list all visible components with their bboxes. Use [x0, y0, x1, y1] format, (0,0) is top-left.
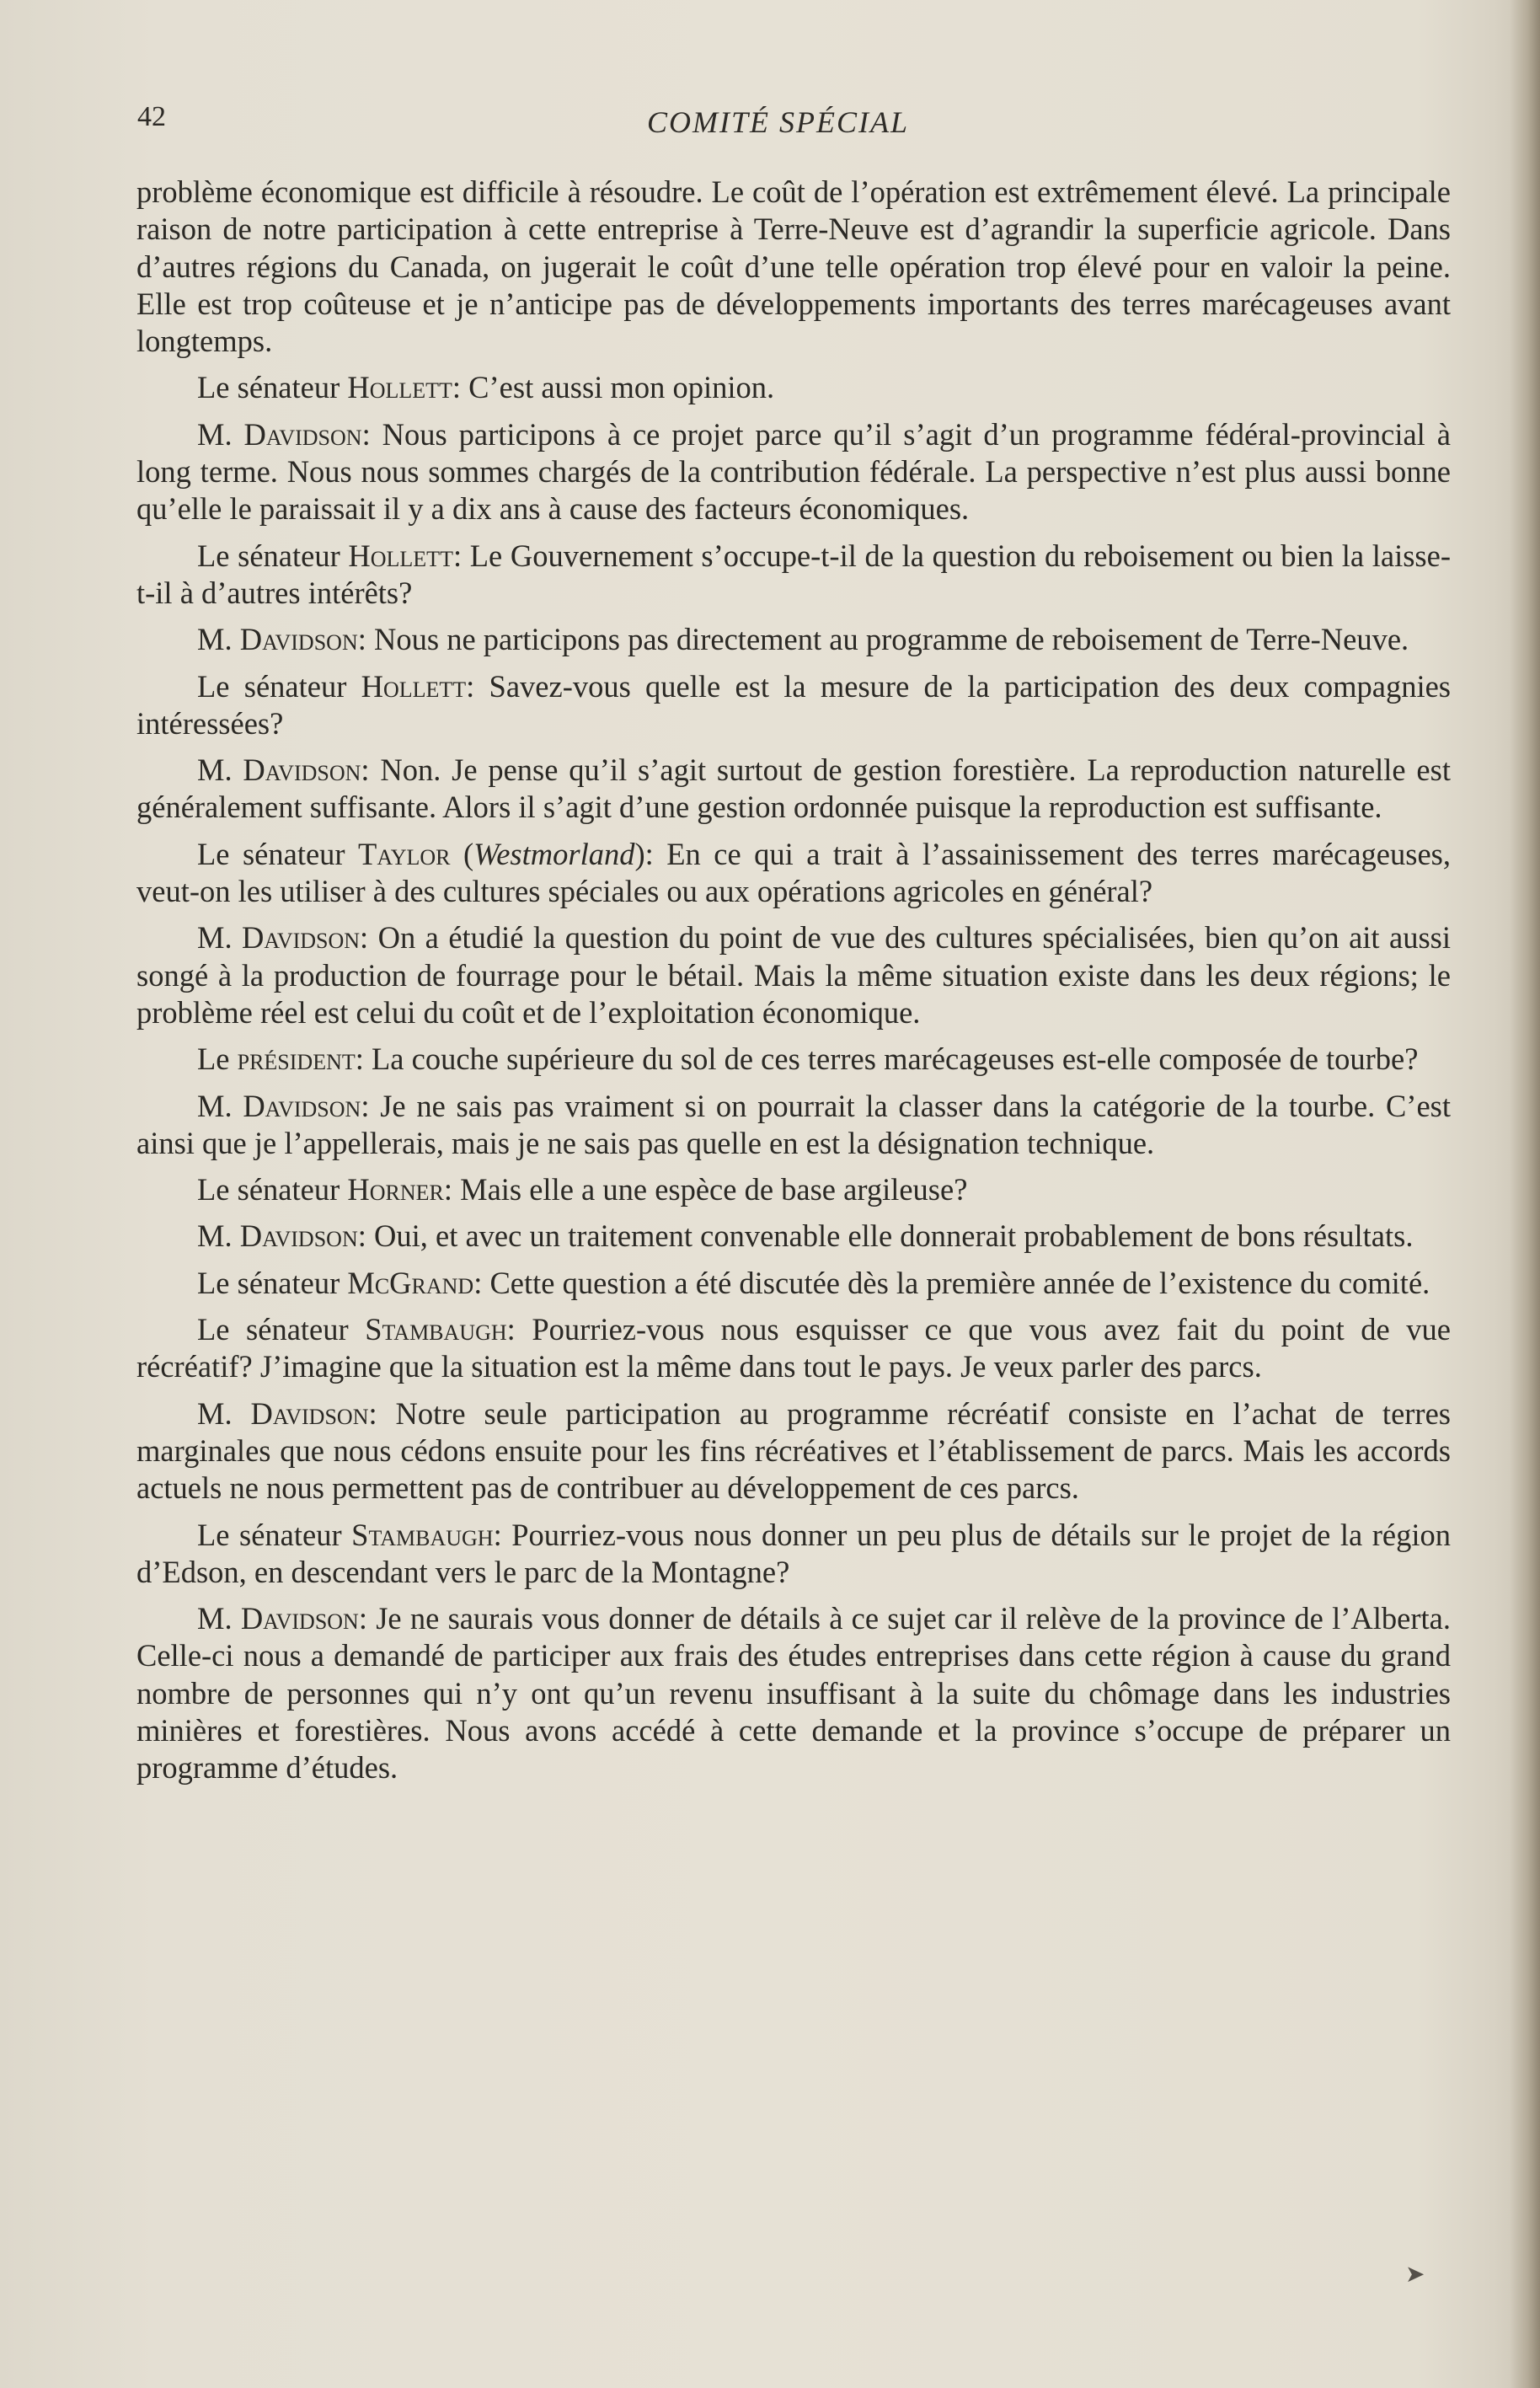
- speaker-prefix: M.: [197, 1218, 240, 1254]
- paragraph-text: : Je ne sais pas vraiment si on pourrait la classer dans la catégorie de la tourbe. C’est ainsi que je l’appellerais, mais je ne sais pas quelle en est la désignation technique.: [136, 1088, 1451, 1160]
- paragraph-text: : Notre seule participation au programme récréatif consiste en l’achat de terres marginales que nous cédons ensuite pour les fins récréatives et l’établissement de parcs. Mais les accords actuels ne nous permettent pas de contribuer au développement de ces parcs.: [136, 1395, 1451, 1506]
- paragraph: [136, 1218, 1451, 1255]
- speaker-name: Davidson: [243, 1088, 361, 1123]
- speaker-name: président: [237, 1041, 356, 1077]
- speaker-qualifier: Westmorland: [473, 836, 635, 871]
- speaker-prefix: M.: [197, 1601, 241, 1636]
- paragraph: [136, 1171, 1451, 1208]
- speaker-prefix: Le: [197, 1041, 238, 1077]
- paragraph: [136, 752, 1451, 827]
- speaker-prefix: Le sénateur: [197, 1172, 348, 1207]
- speaker-prefix: Le sénateur: [197, 1312, 366, 1347]
- speaker-prefix: M.: [197, 622, 240, 657]
- paragraph-text: : Oui, et avec un traitement convenable elle donnerait probablement de bons résultats.: [357, 1218, 1414, 1254]
- speaker-name: Davidson: [239, 1218, 358, 1254]
- speaker-prefix: M.: [197, 1088, 243, 1123]
- speaker-name: Davidson: [239, 622, 358, 657]
- speaker-name: Davidson: [250, 1395, 369, 1431]
- paragraph: Le sénateur Taylor (Westmorland): En ce qui a trait à l’assainissement des terres marécageuses, veut-on les utiliser à des cultures spéciales ou aux opérations agricoles en général?: [136, 836, 1451, 909]
- paragraph: [136, 416, 1451, 528]
- paragraph-text: : Nous ne participons pas directement au programme de reboisement de Terre-Neuve.: [357, 622, 1409, 657]
- paragraph-text: : Cette question a été discutée dès la première année de l’existence du comité.: [473, 1265, 1430, 1300]
- speaker-prefix: Le sénateur: [197, 370, 348, 405]
- paragraph-text: : Je ne saurais vous donner de détails à ce sujet car il relève de la province de l’Alberta. Celle-ci nous a demandé de participer aux frais des études entreprises dans cette région à cause du grand nombre de personnes qui n’y ont qu’un revenu insuffisant à la suite du chômage dans les industries minières et forestières. Nous avons accédé à cette demande et la province s’occupe de préparer un programme d’études.: [136, 1601, 1451, 1786]
- paragraph-text: : En ce qui a trait à l’assainissement des terres marécageuses, veut-on les utiliser à des cultures spéciales ou aux opérations agricoles en général?: [136, 836, 1451, 909]
- paragraph: [136, 919, 1451, 1031]
- speaker-prefix: Le sénateur: [197, 1517, 352, 1552]
- speaker-name: Davidson: [243, 416, 362, 452]
- speaker-prefix: M.: [197, 1395, 251, 1431]
- speaker-prefix: Le sénateur: [197, 836, 359, 871]
- paragraph-text: : Le Gouvernement s’occupe-t-il de la question du reboisement ou bien la laisse-t-il à d’autres intérêts?: [136, 538, 1451, 610]
- speaker-name: Davidson: [243, 752, 361, 788]
- speaker-prefix: Le sénateur: [197, 668, 361, 704]
- paragraph: [136, 1311, 1451, 1386]
- paragraph-text: : Pourriez-vous nous esquisser ce que vous avez fait du point de vue récréatif? J’imagine que la situation est la même dans tout le pays. Je veux parler des parcs.: [136, 1312, 1451, 1384]
- speaker-prefix: M.: [197, 752, 243, 788]
- paragraph: [136, 174, 1451, 360]
- speaker-prefix: Le sénateur: [197, 538, 349, 573]
- paragraph: [136, 668, 1451, 743]
- speaker-prefix: Le sénateur: [197, 1265, 348, 1300]
- paragraph-text: : La couche supérieure du sol de ces terres marécageuses est-elle composée de tourbe?: [355, 1041, 1419, 1077]
- speaker-name: Davidson: [240, 1601, 359, 1636]
- speaker-name: Hollett: [348, 538, 453, 573]
- speaker-prefix: M.: [197, 416, 244, 452]
- running-title: COMITÉ SPÉCIAL: [647, 105, 909, 139]
- body-text: [136, 174, 1451, 1796]
- speaker-name: Taylor: [358, 836, 451, 871]
- page-edge-shadow: [1510, 0, 1540, 2388]
- paragraph-text: : Mais elle a une espèce de base argileuse?: [443, 1172, 968, 1207]
- paragraph: [136, 621, 1451, 658]
- paragraph-text: problème économique est difficile à résoudre. Le coût de l’opération est extrêmement élevé. La principale raison de notre participation à cette entreprise à Terre-Neuve est d’agrandir la superficie agricole. Dans d’autres régions du Canada, on jugerait le coût d’une telle opération trop élevé pour en valoir la peine. Elle est trop coûteuse et je n’anticipe pas de développements importants des terres marécageuses avant longtemps.: [136, 174, 1451, 359]
- paragraph-text: : On a étudié la question du point de vue des cultures spécialisées, bien qu’on ait aussi songé à la production de fourrage pour le bétail. Mais la même situation existe dans les deux régions; le problème réel est celui du coût et de l’exploitation économique.: [136, 920, 1451, 1030]
- paragraph: [136, 369, 1451, 406]
- speaker-prefix: M.: [197, 920, 243, 956]
- paragraph-text: : Non. Je pense qu’il s’agit surtout de gestion forestière. La reproduction naturelle est généralement suffisante. Alors il s’agit d’une gestion ordonnée puisque la reproduction est suffisante.: [136, 752, 1451, 825]
- speaker-name: Hollett: [361, 668, 467, 704]
- speaker-name: Davidson: [242, 920, 361, 956]
- speaker-name: Stambaugh: [365, 1312, 507, 1347]
- paragraph-text: : C’est aussi mon opinion.: [452, 370, 775, 405]
- speaker-name: Hollett: [347, 370, 452, 405]
- paragraph: [136, 1041, 1451, 1078]
- speaker-name: McGrand: [347, 1265, 474, 1300]
- page-header: [137, 101, 1450, 152]
- paragraph-text: : Nous participons à ce projet parce qu’il s’agit d’un programme fédéral-provincial à long terme. Nous nous sommes chargés de la contribution fédérale. La perspective n’est plus aussi bonne qu’elle le paraissait il y a dix ans à cause des facteurs économiques.: [136, 416, 1451, 527]
- paragraph: [136, 1088, 1451, 1163]
- paragraph: [136, 1265, 1451, 1302]
- paragraph-text: : Pourriez-vous nous donner un peu plus de détails sur le projet de la région d’Edson, en descendant vers le parc de la Montagne?: [136, 1517, 1451, 1589]
- speaker-name: Horner: [347, 1172, 444, 1207]
- paragraph: [136, 538, 1451, 613]
- page-number: 42: [137, 101, 166, 132]
- pen-mark-icon: ➤: [1405, 2260, 1425, 2288]
- paragraph: [136, 1517, 1451, 1592]
- paragraph: [136, 1395, 1451, 1507]
- paragraph-text: : Savez-vous quelle est la mesure de la participation des deux compagnies intéressées?: [136, 668, 1451, 741]
- speaker-name: Stambaugh: [351, 1517, 494, 1552]
- paragraph: [136, 1600, 1451, 1786]
